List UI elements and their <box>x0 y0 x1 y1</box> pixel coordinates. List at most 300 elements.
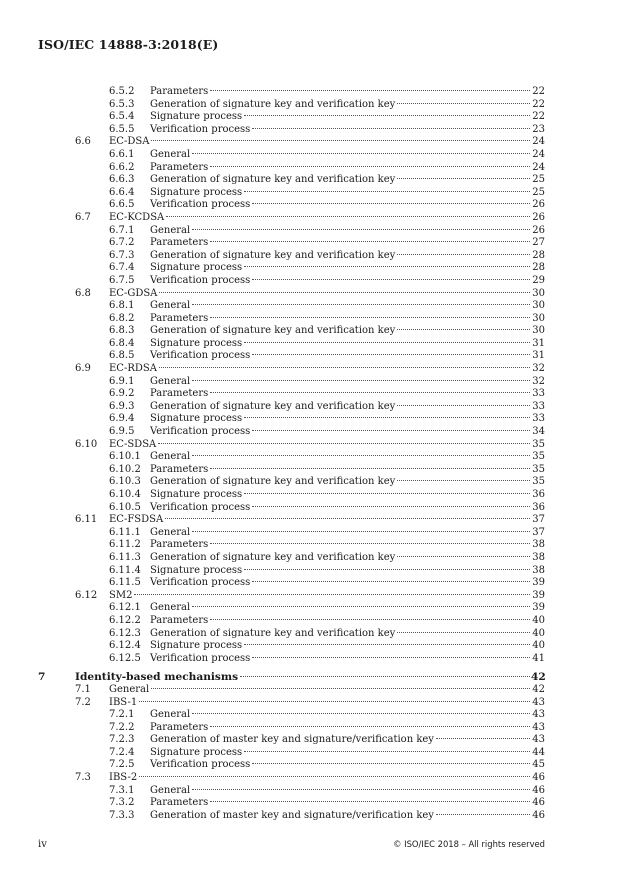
dot-leader <box>244 266 530 267</box>
dot-leader <box>192 380 530 381</box>
toc-entry-number: 6.6.3 <box>109 174 135 186</box>
toc-entry-title: Verification process <box>150 577 251 589</box>
toc-entry[interactable] <box>0 772 620 785</box>
toc-entry-page: 37 <box>532 514 545 526</box>
toc-entry[interactable] <box>0 262 620 275</box>
toc-entry[interactable] <box>0 565 620 578</box>
toc-entry-number: 6.8.1 <box>109 300 135 312</box>
toc-entry-page: 45 <box>532 759 545 771</box>
toc-entry-number: 6.5.5 <box>109 123 135 135</box>
toc-entry-line <box>150 577 545 590</box>
dot-leader <box>210 543 530 544</box>
toc-entry-page: 35 <box>532 438 545 450</box>
dot-leader <box>192 229 530 230</box>
toc-entry[interactable] <box>0 212 620 225</box>
toc-entry-line <box>150 747 545 760</box>
toc-entry[interactable] <box>0 697 620 710</box>
toc-entry-line <box>150 174 545 187</box>
toc-entry[interactable] <box>0 250 620 263</box>
toc-entry-number: 6.6.1 <box>109 148 135 160</box>
toc-entry[interactable] <box>0 363 620 376</box>
dot-leader <box>139 776 530 777</box>
toc-entry-line <box>150 325 545 338</box>
toc-entry-title: Parameters <box>150 721 209 733</box>
toc-entry-number: 6.7.4 <box>109 262 135 274</box>
toc-entry-title: Generation of signature key and verification key <box>150 551 396 563</box>
toc-entry-page: 38 <box>532 564 545 576</box>
dot-leader <box>192 455 530 456</box>
toc-entry-page: 40 <box>532 614 545 626</box>
toc-entry[interactable] <box>0 111 620 124</box>
toc-entry-line <box>109 697 545 710</box>
dot-leader <box>397 405 530 406</box>
dot-leader <box>252 203 530 204</box>
toc-entry-title: Signature process <box>150 337 243 349</box>
toc-entry-title: Parameters <box>150 797 209 809</box>
toc-entry-line <box>150 565 545 578</box>
toc-entry-line <box>150 162 545 175</box>
toc-entry-number: 6.12.4 <box>109 640 141 652</box>
toc-entry-page: 43 <box>532 721 545 733</box>
dot-leader <box>397 178 530 179</box>
dot-leader <box>166 216 530 217</box>
dot-leader <box>436 738 530 739</box>
toc-entry-number: 6.11.4 <box>109 564 141 576</box>
toc-entry-title: General <box>150 784 191 796</box>
toc-entry-title: Signature process <box>150 186 243 198</box>
toc-entry-title: Verification process <box>150 652 251 664</box>
dot-leader <box>139 701 530 702</box>
toc-entry[interactable] <box>0 810 620 823</box>
toc-entry-page: 28 <box>532 249 545 261</box>
toc-entry-number: 6.9.2 <box>109 388 135 400</box>
toc-entry-page: 38 <box>532 551 545 563</box>
toc-entry-line <box>150 615 545 628</box>
toc-entry-page: 39 <box>532 589 545 601</box>
toc-entry-title: SM2 <box>109 589 133 601</box>
toc-entry-line <box>109 514 545 527</box>
toc-entry-page: 35 <box>532 451 545 463</box>
toc-entry-number: 7.1 <box>75 683 91 695</box>
toc-entry-number: 7.2.2 <box>109 721 135 733</box>
toc-entry-number: 6.8.5 <box>109 350 135 362</box>
toc-entry-page: 25 <box>532 186 545 198</box>
toc-entry-line <box>150 759 545 772</box>
toc-entry-line <box>150 86 545 99</box>
toc-entry-title: Parameters <box>150 237 209 249</box>
toc-entry-title: Signature process <box>150 640 243 652</box>
dot-leader <box>159 292 530 293</box>
toc-entry-line <box>150 124 545 137</box>
toc-entry[interactable] <box>0 640 620 653</box>
toc-entry-number: 7.3.2 <box>109 797 135 809</box>
toc-entry-title: General <box>150 602 191 614</box>
toc-entry[interactable] <box>0 615 620 628</box>
toc-entry[interactable] <box>0 476 620 489</box>
toc-entry[interactable] <box>0 149 620 162</box>
toc-entry[interactable] <box>0 502 620 515</box>
toc-entry-number: 7.2.3 <box>109 734 135 746</box>
toc-entry-title: General <box>150 709 191 721</box>
dot-leader <box>397 329 530 330</box>
toc-entry-line <box>150 552 545 565</box>
toc-entry-line <box>109 590 545 603</box>
toc-entry[interactable] <box>0 237 620 250</box>
toc-entry[interactable] <box>0 124 620 137</box>
dot-leader <box>210 166 530 167</box>
toc-entry[interactable] <box>0 759 620 772</box>
toc-entry-number: 6.11.1 <box>109 526 141 538</box>
toc-entry-title: General <box>150 526 191 538</box>
toc-entry-title: Parameters <box>150 161 209 173</box>
toc-entry-line <box>150 300 545 313</box>
toc-entry-line <box>150 111 545 124</box>
toc-entry[interactable] <box>0 514 620 527</box>
dot-leader <box>210 801 530 802</box>
toc-entry-title: Signature process <box>150 413 243 425</box>
dot-leader <box>210 726 530 727</box>
toc-entry[interactable] <box>0 552 620 565</box>
toc-entry-number: 6.10.3 <box>109 476 141 488</box>
toc-entry[interactable] <box>0 577 620 590</box>
toc-entry-line <box>150 810 545 823</box>
toc-entry-title: General <box>109 683 150 695</box>
toc-entry-title: Parameters <box>150 86 209 97</box>
toc-entry-number: 6.8.4 <box>109 337 135 349</box>
toc-entry[interactable] <box>0 325 620 338</box>
toc-entry-line <box>150 709 545 722</box>
dot-leader <box>252 657 530 658</box>
toc-entry-number: 6.9.3 <box>109 400 135 412</box>
toc-entry-title: Parameters <box>150 312 209 324</box>
dot-leader <box>210 468 530 469</box>
toc-entry[interactable] <box>0 653 620 666</box>
toc-entry-line <box>150 734 545 747</box>
dot-leader <box>151 688 530 689</box>
toc-entry-number: 6.12.3 <box>109 627 141 639</box>
toc-entry-number: 7.3 <box>75 772 91 784</box>
toc-entry-number: 6.10.2 <box>109 463 141 475</box>
toc-entry-number: 7.2.4 <box>109 746 135 758</box>
toc-entry[interactable] <box>0 86 620 99</box>
toc-entry[interactable] <box>0 785 620 798</box>
dot-leader <box>244 644 530 645</box>
toc-entry-page: 42 <box>531 671 546 684</box>
toc-entry-page: 46 <box>532 784 545 796</box>
toc-entry-line <box>109 363 545 376</box>
toc-entry[interactable] <box>0 722 620 735</box>
toc-entry[interactable] <box>0 388 620 401</box>
toc-entry-number: 6.11 <box>75 514 98 526</box>
toc-entry-number: 7.3.3 <box>109 809 135 821</box>
toc-entry-page: 24 <box>532 161 545 173</box>
toc-entry[interactable] <box>0 747 620 760</box>
document-header: ISO/IEC 14888-3:2018(E) <box>38 37 219 52</box>
toc-entry-line <box>150 338 545 351</box>
toc-entry-title: Verification process <box>150 426 251 438</box>
toc-entry-line <box>150 426 545 439</box>
toc-entry-line <box>150 502 545 515</box>
toc-entry-page: 35 <box>532 463 545 475</box>
toc-entry-title: EC-FSDSA <box>109 514 164 526</box>
dot-leader <box>210 392 530 393</box>
toc-entry-page: 31 <box>532 350 545 362</box>
toc-entry-page: 41 <box>532 652 545 664</box>
toc-entry-page: 29 <box>532 274 545 286</box>
toc-entry[interactable] <box>0 464 620 477</box>
toc-entry-number: 6.11.2 <box>109 539 141 551</box>
toc-entry[interactable] <box>0 350 620 363</box>
toc-entry-page: 46 <box>532 809 545 821</box>
dot-leader <box>244 417 530 418</box>
toc-entry-number: 6.5.4 <box>109 111 135 123</box>
toc-entry-title: Generation of signature key and verification key <box>150 174 396 186</box>
toc-entry-page: 26 <box>532 224 545 236</box>
toc-entry-page: 39 <box>532 602 545 614</box>
dot-leader <box>252 581 530 582</box>
toc-entry-line <box>150 464 545 477</box>
toc-entry-line <box>150 376 545 389</box>
toc-entry-line <box>150 313 545 326</box>
toc-entry[interactable] <box>0 671 620 684</box>
toc-entry-number: 6.6.2 <box>109 161 135 173</box>
toc-entry-title: Verification process <box>150 274 251 286</box>
toc-entry-number: 6.11.3 <box>109 551 141 563</box>
toc-entry[interactable] <box>0 313 620 326</box>
toc-entry-line <box>150 602 545 615</box>
toc-entry-line <box>75 671 545 684</box>
toc-entry-number: 6.9.1 <box>109 375 135 387</box>
toc-entry-page: 30 <box>532 325 545 337</box>
toc-entry-line <box>150 275 545 288</box>
toc-entry-line <box>150 413 545 426</box>
toc-entry-page: 42 <box>532 683 545 695</box>
toc-entry-number: 7.3.1 <box>109 784 135 796</box>
toc-entry[interactable] <box>0 590 620 603</box>
toc-entry[interactable] <box>0 426 620 439</box>
dot-leader <box>244 751 530 752</box>
toc-entry[interactable] <box>0 539 620 552</box>
toc-entry-title: EC-KCDSA <box>109 211 165 223</box>
toc-entry-number: 6.12.1 <box>109 602 141 614</box>
toc-entry-line <box>150 527 545 540</box>
toc-entry-page: 30 <box>532 312 545 324</box>
page-number: iv <box>38 839 47 850</box>
toc-entry-title: Signature process <box>150 564 243 576</box>
toc-entry-line <box>150 225 545 238</box>
copyright-notice: © ISO/IEC 2018 – All rights reserved <box>393 839 545 849</box>
toc-entry-title: EC-RDSA <box>109 363 157 375</box>
toc-entry-page: 32 <box>532 375 545 387</box>
toc-entry-title: Signature process <box>150 262 243 274</box>
toc-entry[interactable] <box>0 489 620 502</box>
toc-entry-number: 6.7.2 <box>109 237 135 249</box>
toc-entry-title: IBS-2 <box>109 772 138 784</box>
toc-entry-number: 7 <box>38 671 46 684</box>
toc-entry-line <box>150 149 545 162</box>
toc-entry[interactable] <box>0 275 620 288</box>
toc-entry[interactable] <box>0 413 620 426</box>
dot-leader <box>252 506 530 507</box>
toc-entry-number: 7.2.1 <box>109 709 135 721</box>
toc-entry-line <box>109 288 545 301</box>
toc-entry-page: 46 <box>532 772 545 784</box>
toc-entry-page: 28 <box>532 262 545 274</box>
toc-entry-line <box>150 401 545 414</box>
toc-entry-line <box>150 237 545 250</box>
toc-entry-title: General <box>150 224 191 236</box>
toc-entry-title: Identity-based mechanisms <box>75 671 239 684</box>
toc-entry[interactable] <box>0 187 620 200</box>
toc-entry-title: Parameters <box>150 388 209 400</box>
toc-entry-number: 6.12.2 <box>109 614 141 626</box>
toc-entry-title: IBS-1 <box>109 696 138 708</box>
toc-entry-line <box>150 785 545 798</box>
toc-entry-number: 6.8.3 <box>109 325 135 337</box>
toc-entry-line <box>150 350 545 363</box>
toc-entry-title: EC-DSA <box>109 136 150 148</box>
toc-entry-line <box>150 187 545 200</box>
toc-entry-page: 46 <box>532 797 545 809</box>
table-of-contents <box>0 86 620 822</box>
toc-entry-page: 27 <box>532 237 545 249</box>
toc-entry-page: 37 <box>532 526 545 538</box>
toc-entry-title: Generation of signature key and verification key <box>150 98 396 110</box>
toc-entry[interactable] <box>0 199 620 212</box>
toc-entry-number: 6.10.1 <box>109 451 141 463</box>
toc-entry[interactable] <box>0 602 620 615</box>
toc-entry-page: 23 <box>532 123 545 135</box>
toc-entry-title: EC-SDSA <box>109 438 157 450</box>
toc-entry[interactable] <box>0 628 620 641</box>
dot-leader <box>159 367 530 368</box>
toc-entry-title: Verification process <box>150 123 251 135</box>
dot-leader <box>192 606 530 607</box>
toc-entry-page: 31 <box>532 337 545 349</box>
toc-entry-title: Generation of signature key and verification key <box>150 476 396 488</box>
toc-entry-number: 6.6.5 <box>109 199 135 211</box>
toc-entry[interactable] <box>0 709 620 722</box>
toc-entry-number: 7.2.5 <box>109 759 135 771</box>
toc-entry[interactable] <box>0 99 620 112</box>
toc-entry-number: 6.7 <box>75 211 91 223</box>
dot-leader <box>192 531 530 532</box>
toc-entry[interactable] <box>0 162 620 175</box>
toc-entry-number: 6.9 <box>75 363 91 375</box>
toc-entry-number: 6.7.1 <box>109 224 135 236</box>
dot-leader <box>397 254 530 255</box>
dot-leader <box>165 518 530 519</box>
toc-entry-title: EC-GDSA <box>109 287 158 299</box>
toc-entry[interactable] <box>0 288 620 301</box>
toc-entry-title: Generation of signature key and verification key <box>150 627 396 639</box>
toc-entry-title: Generation of master key and signature/verification key <box>150 809 434 821</box>
dot-leader <box>397 556 530 557</box>
toc-entry-title: Verification process <box>150 501 251 513</box>
dot-leader <box>192 153 530 154</box>
toc-entry-line <box>150 653 545 666</box>
toc-entry-title: Parameters <box>150 539 209 551</box>
dot-leader <box>436 814 530 815</box>
dot-leader <box>210 619 530 620</box>
toc-entry-page: 36 <box>532 489 545 500</box>
toc-entry-number: 6.7.5 <box>109 274 135 286</box>
toc-entry-line <box>109 772 545 785</box>
toc-entry-page: 24 <box>532 148 545 160</box>
toc-entry-line <box>150 451 545 464</box>
toc-entry[interactable] <box>0 376 620 389</box>
toc-entry-line <box>150 797 545 810</box>
toc-entry-title: Generation of master key and signature/verification key <box>150 734 434 746</box>
dot-leader <box>397 480 530 481</box>
toc-entry[interactable] <box>0 338 620 351</box>
toc-entry-page: 30 <box>532 300 545 312</box>
toc-entry-number: 6.12.5 <box>109 652 141 664</box>
toc-entry[interactable] <box>0 300 620 313</box>
toc-entry-number: 6.10.4 <box>109 489 141 500</box>
toc-entry-line <box>150 628 545 641</box>
toc-entry-page: 35 <box>532 476 545 488</box>
dot-leader <box>252 279 530 280</box>
dot-leader <box>252 763 530 764</box>
toc-entry-page: 26 <box>532 211 545 223</box>
toc-entry-page: 43 <box>532 734 545 746</box>
toc-entry-page: 22 <box>532 86 545 97</box>
toc-entry-page: 33 <box>532 400 545 412</box>
toc-entry-page: 22 <box>532 111 545 123</box>
toc-entry-number: 6.9.5 <box>109 426 135 438</box>
toc-entry-number: 6.10.5 <box>109 501 141 513</box>
toc-entry-title: Parameters <box>150 463 209 475</box>
toc-entry-page: 22 <box>532 98 545 110</box>
dot-leader <box>210 90 530 91</box>
toc-entry[interactable] <box>0 797 620 810</box>
dot-leader <box>252 430 530 431</box>
toc-entry-number: 6.10 <box>75 438 98 450</box>
toc-entry[interactable] <box>0 439 620 452</box>
toc-entry-number: 6.8 <box>75 287 91 299</box>
toc-entry-line <box>150 476 545 489</box>
dot-leader <box>192 304 530 305</box>
dot-leader <box>240 676 530 677</box>
toc-entry[interactable] <box>0 136 620 149</box>
toc-entry-title: Verification process <box>150 199 251 211</box>
toc-entry-page: 40 <box>532 640 545 652</box>
toc-entry-title: Generation of signature key and verification key <box>150 400 396 412</box>
toc-entry[interactable] <box>0 684 620 697</box>
toc-entry[interactable] <box>0 225 620 238</box>
toc-entry-title: Verification process <box>150 350 251 362</box>
toc-entry[interactable] <box>0 527 620 540</box>
toc-entry-title: Parameters <box>150 614 209 626</box>
dot-leader <box>397 632 530 633</box>
toc-entry-title: Generation of signature key and verification key <box>150 249 396 261</box>
toc-entry-line <box>109 684 545 697</box>
dot-leader <box>244 493 530 494</box>
toc-entry-title: Signature process <box>150 489 243 500</box>
toc-entry-title: General <box>150 375 191 387</box>
dot-leader <box>244 115 530 116</box>
toc-entry-line <box>109 439 545 452</box>
toc-entry-page: 40 <box>532 627 545 639</box>
toc-entry-number: 6.6 <box>75 136 91 148</box>
toc-entry[interactable] <box>0 401 620 414</box>
toc-entry[interactable] <box>0 451 620 464</box>
toc-entry[interactable] <box>0 174 620 187</box>
dot-leader <box>244 342 530 343</box>
toc-entry[interactable] <box>0 734 620 747</box>
toc-entry-title: General <box>150 451 191 463</box>
